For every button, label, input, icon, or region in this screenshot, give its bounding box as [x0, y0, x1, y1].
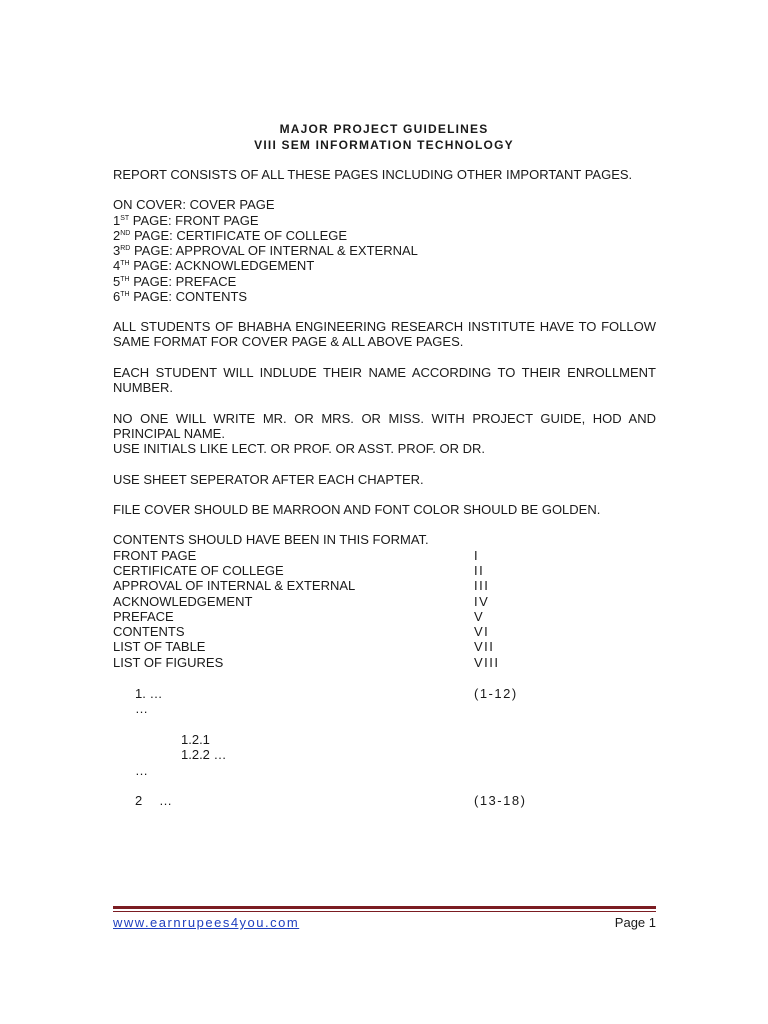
toc-entry-number: VII [474, 639, 495, 654]
toc-entry-label: FRONT PAGE [113, 548, 197, 563]
page-list-item: 1ST PAGE: FRONT PAGE [113, 213, 259, 228]
page-list-item: 6TH PAGE: CONTENTS [113, 289, 248, 304]
contents-heading: CONTENTS SHOULD HAVE BEEN IN THIS FORMAT. [113, 532, 429, 547]
document-subtitle: VIII SEM INFORMATION TECHNOLOGY [254, 138, 514, 152]
toc-entry-number: VIII [474, 655, 500, 670]
toc-entry-label: CONTENTS [113, 624, 185, 639]
name-rule-line1: EACH STUDENT WILL INDLUDE THEIR NAME ACCORDING TO THEIR ENROLLMENT [113, 365, 656, 380]
intro-text: REPORT CONSISTS OF ALL THESE PAGES INCLUDING OTHER IMPORTANT PAGES. [113, 167, 633, 182]
initials-rule: USE INITIALS LIKE LECT. OR PROF. OR ASST. PROF. OR DR. [113, 441, 486, 456]
toc-entry-number: III [474, 578, 490, 593]
toc-entry-number: IV [474, 594, 490, 609]
subsection-entry: 1.2.1 [181, 732, 210, 747]
chapter-1-pages: (1-12) [474, 686, 518, 701]
toc-entry-label: CERTIFICATE OF COLLEGE [113, 563, 284, 578]
cover-page-line: ON COVER: COVER PAGE [113, 197, 275, 212]
ellipsis: … [135, 701, 148, 716]
toc-entry-number: II [474, 563, 485, 578]
toc-entry-label: LIST OF FIGURES [113, 655, 224, 670]
chapter-2-pages: (13-18) [474, 793, 527, 808]
document-title: MAJOR PROJECT GUIDELINES [279, 122, 489, 136]
toc-entry-number: VI [474, 624, 490, 639]
page-list-item: 2ND PAGE: CERTIFICATE OF COLLEGE [113, 228, 348, 243]
footer-divider [113, 906, 656, 909]
toc-entry-label: PREFACE [113, 609, 174, 624]
title-rule-line1: NO ONE WILL WRITE MR. OR MRS. OR MISS. WITH PROJECT GUIDE, HOD AND [113, 411, 656, 426]
format-rule-line1: ALL STUDENTS OF BHABHA ENGINEERING RESEARCH INSTITUTE HAVE TO FOLLOW [113, 319, 656, 334]
toc-entry-label: ACKNOWLEDGEMENT [113, 594, 253, 609]
format-rule-line2: SAME FORMAT FOR COVER PAGE & ALL ABOVE PAGES. [113, 334, 464, 349]
cover-color-rule: FILE COVER SHOULD BE MARROON AND FONT COLOR SHOULD BE GOLDEN. [113, 502, 601, 517]
separator-rule: USE SHEET SEPERATOR AFTER EACH CHAPTER. [113, 472, 424, 487]
website-link[interactable]: www.earnrupees4you.com [113, 915, 300, 930]
subsection-entry: 1.2.2 … [181, 747, 227, 762]
name-rule-line2: NUMBER. [113, 380, 173, 395]
footer-divider-thin [113, 911, 656, 912]
page-list-item: 4TH PAGE: ACKNOWLEDGEMENT [113, 258, 315, 273]
toc-entry-number: V [474, 609, 485, 624]
toc-entry-number: I [474, 548, 480, 563]
page-number: Page 1 [614, 915, 656, 930]
toc-entry-label: APPROVAL OF INTERNAL & EXTERNAL [113, 578, 356, 593]
page-list-item: 3RD PAGE: APPROVAL OF INTERNAL & EXTERNAL [113, 243, 418, 258]
toc-entry-label: LIST OF TABLE [113, 639, 206, 654]
ellipsis: … [135, 763, 148, 778]
chapter-1-entry: 1. … [135, 686, 163, 701]
page-list-item: 5TH PAGE: PREFACE [113, 274, 237, 289]
chapter-2-dots: … [159, 793, 172, 808]
chapter-2-number: 2 [135, 793, 143, 808]
title-rule-line2: PRINCIPAL NAME. [113, 426, 225, 441]
